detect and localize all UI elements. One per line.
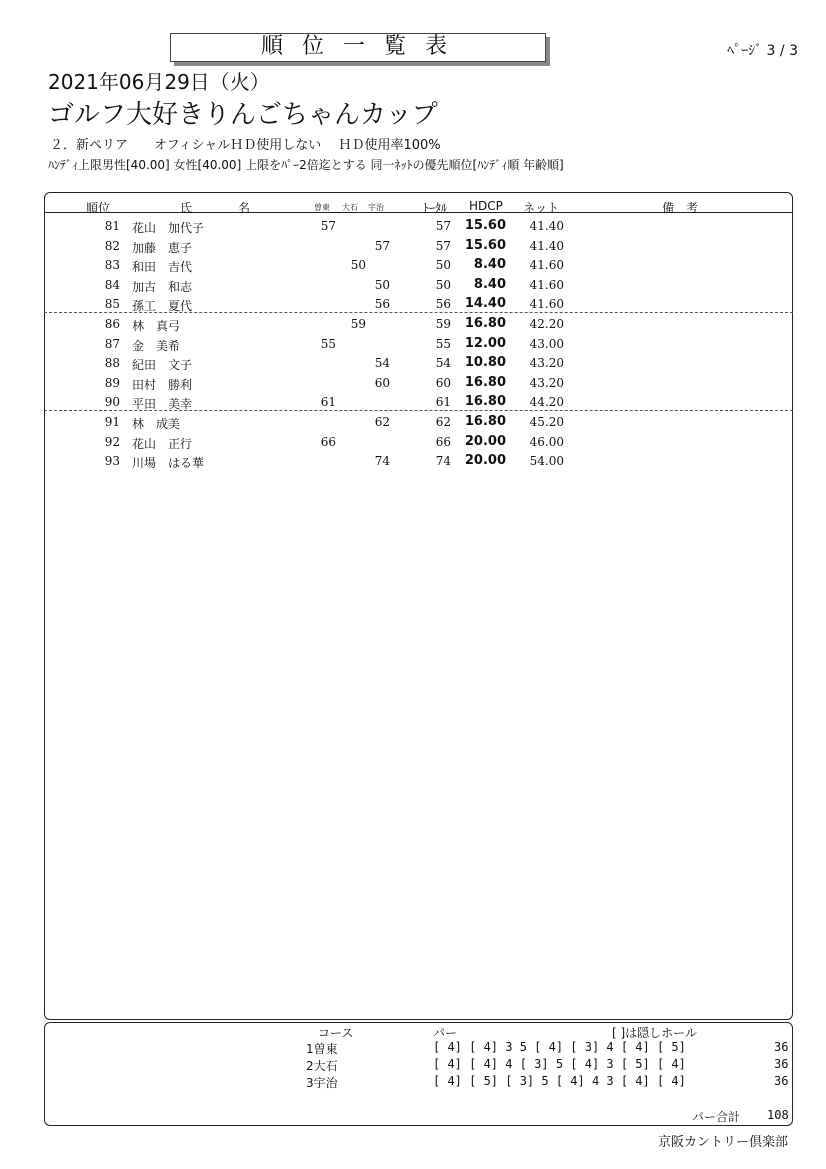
cell-s3: 57	[374, 238, 390, 253]
cell-total: 50	[435, 258, 451, 273]
cell-total: 74	[435, 454, 451, 469]
cell-rank: 88	[104, 356, 120, 371]
cell-rank: 93	[104, 454, 120, 469]
cell-rank: 90	[104, 395, 120, 410]
cell-net: 41.40	[529, 219, 564, 233]
cell-s1: 66	[320, 434, 336, 449]
cell-total: 54	[435, 356, 451, 371]
cell-hdcp: 16.80	[464, 414, 506, 429]
cell-rank: 91	[104, 415, 120, 429]
cell-net: 44.20	[529, 395, 564, 410]
table-row	[44, 373, 793, 393]
col-net: ネット	[523, 201, 560, 215]
cell-hdcp: 8.40	[473, 276, 506, 292]
course-total-3: 36	[774, 1074, 789, 1088]
cell-net: 46.00	[529, 434, 564, 449]
cell-rank: 85	[104, 297, 120, 312]
rule-line-2: ﾊﾝﾃﾞｨ上限男性[40.00] 女性[40.00] 上限をﾊﾟｰ2倍迄とする 同一ﾈｯﾄの優先順位[ﾊﾝﾃﾞｨ順 年齢順]	[48, 158, 564, 172]
table-row	[44, 451, 793, 471]
course-name-3: 3宇治	[306, 1076, 338, 1090]
course-header: コース	[318, 1026, 354, 1040]
cell-name: 和田 吉代	[132, 260, 193, 275]
cell-s1: 61	[320, 395, 336, 410]
cell-name: 金 美希	[132, 338, 181, 353]
cell-s2: 59	[350, 317, 366, 331]
cell-net: 41.60	[529, 297, 564, 312]
cell-name: 紀田 文子	[132, 358, 193, 373]
cell-hdcp: 14.40	[464, 296, 506, 312]
cell-s1: 55	[320, 336, 336, 351]
cell-total: 61	[435, 395, 451, 410]
cell-total: 50	[435, 277, 451, 292]
table-row	[44, 334, 793, 354]
cell-total: 62	[435, 415, 451, 429]
cell-hdcp: 20.00	[464, 433, 506, 449]
cell-net: 41.40	[529, 238, 564, 253]
cell-s3: 50	[374, 277, 390, 292]
course-pars-1: [ 4] [ 4] 3 5 [ 4] [ 3] 4 [ 4] [ 5]	[433, 1040, 686, 1054]
event-date: 2021年06月29日（火）	[48, 70, 270, 94]
cell-rank: 81	[104, 219, 120, 233]
cell-total: 55	[435, 336, 451, 351]
course-pars-3: [ 4] [ 5] [ 3] 5 [ 4] 4 3 [ 4] [ 4]	[433, 1074, 686, 1088]
col-course1: 曽東	[314, 203, 330, 212]
cell-total: 66	[435, 434, 451, 449]
cell-rank: 82	[104, 238, 120, 253]
table-row	[44, 255, 793, 275]
table-row	[44, 236, 793, 256]
cell-hdcp: 10.80	[464, 355, 506, 371]
cell-total: 57	[435, 238, 451, 253]
cell-hdcp: 8.40	[473, 257, 506, 273]
col-total: ﾄｰﾀﾙ	[423, 201, 448, 215]
course-pars-2: [ 4] [ 4] 4 [ 3] 5 [ 4] 3 [ 5] [ 4]	[433, 1057, 686, 1071]
cell-name: 花山 正行	[132, 436, 193, 451]
par-total-label: パー合計	[692, 1110, 741, 1124]
cell-total: 59	[435, 317, 451, 331]
cell-s3: 74	[374, 454, 390, 469]
cell-name: 花山 加代子	[132, 221, 205, 235]
cell-net: 41.60	[529, 258, 564, 273]
cell-name: 田村 勝利	[132, 377, 193, 392]
table-row	[44, 353, 793, 373]
cell-hdcp: 20.00	[464, 453, 506, 469]
col-rank: 順位	[86, 201, 111, 215]
cell-s3: 54	[374, 356, 390, 371]
cell-net: 43.20	[529, 375, 564, 390]
course-total-2: 36	[774, 1057, 789, 1071]
table-row	[44, 216, 793, 236]
col-name-a: 氏	[180, 201, 193, 215]
cell-s2: 50	[350, 258, 366, 273]
course-name-1: 1曽東	[306, 1042, 338, 1056]
rule-line-1: ２．新ペリア オフィシャルＨＤ使用しない ＨＤ使用率100%	[50, 138, 441, 153]
cell-net: 43.20	[529, 356, 564, 371]
cell-name: 川場 はる華	[132, 456, 205, 471]
cell-rank: 86	[104, 317, 120, 331]
page-title: 順 位 一 覧 表	[261, 34, 453, 59]
cell-total: 60	[435, 375, 451, 390]
hidden-hole-note: [ ]は隠しホール	[612, 1026, 697, 1040]
cell-hdcp: 16.80	[464, 374, 506, 390]
event-name: ゴルフ大好きりんごちゃんカップ	[48, 100, 438, 130]
cell-total: 57	[435, 219, 451, 233]
group-divider	[44, 312, 793, 313]
cell-s3: 62	[374, 415, 390, 429]
cell-hdcp: 15.60	[464, 218, 506, 233]
cell-s3: 56	[374, 297, 390, 312]
cell-total: 56	[435, 297, 451, 312]
col-course3: 宇治	[368, 203, 384, 212]
par-total-value: 108	[767, 1108, 789, 1122]
cell-name: 平田 美幸	[132, 397, 193, 412]
col-name-b: 名	[238, 201, 251, 215]
cell-name: 加藤 恵子	[132, 240, 193, 255]
cell-rank: 87	[104, 336, 120, 351]
cell-rank: 83	[104, 258, 120, 273]
table-row	[44, 412, 793, 432]
cell-name: 孫工 夏代	[132, 299, 193, 314]
cell-name: 林 成美	[132, 417, 181, 431]
table-row	[44, 432, 793, 452]
cell-s1: 57	[320, 219, 336, 233]
group-divider	[44, 410, 793, 411]
col-hdcp: HDCP	[469, 199, 503, 213]
par-header: パー	[433, 1026, 458, 1040]
cell-net: 42.20	[529, 317, 564, 331]
cell-hdcp: 16.80	[464, 316, 506, 331]
cell-s3: 60	[374, 375, 390, 390]
course-total-1: 36	[774, 1040, 789, 1054]
club-name: 京阪カントリー倶楽部	[657, 1135, 788, 1150]
col-remarks: 備 考	[662, 201, 699, 215]
table-row	[44, 314, 793, 334]
cell-net: 43.00	[529, 336, 564, 351]
cell-hdcp: 12.00	[464, 335, 506, 351]
cell-name: 林 真弓	[132, 319, 181, 333]
cell-net: 54.00	[529, 454, 564, 469]
cell-rank: 92	[104, 434, 120, 449]
table-row	[44, 275, 793, 295]
cell-net: 41.60	[529, 277, 564, 292]
cell-name: 加古 和志	[132, 279, 193, 294]
cell-hdcp: 16.80	[464, 394, 506, 410]
course-name-2: 2大石	[306, 1059, 338, 1073]
page-number: ﾍﾟｰｼﾞ 3 / 3	[727, 43, 798, 59]
cell-rank: 89	[104, 375, 120, 390]
col-course2: 大石	[342, 203, 358, 212]
cell-rank: 84	[104, 277, 120, 292]
cell-hdcp: 15.60	[464, 237, 506, 253]
cell-net: 45.20	[529, 415, 564, 429]
